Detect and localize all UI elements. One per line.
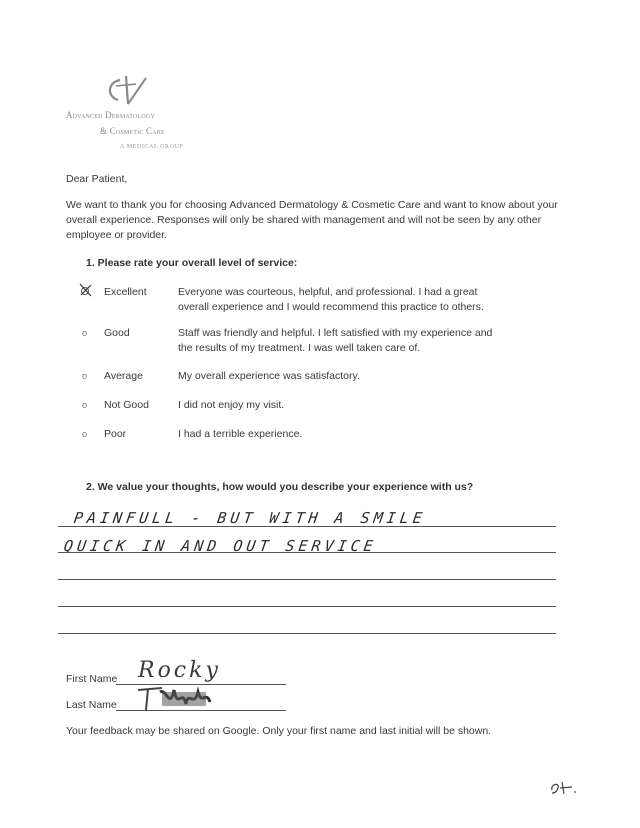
- intro-paragraph: We want to thank you for choosing Advanced Dermatology & Cosmetic Care and want to know about your overall experience. Responses will only be shared with management and will not be seen by any other employee or provider.: [66, 199, 558, 241]
- answer-rule[interactable]: [58, 552, 556, 553]
- option-description: I did not enjoy my visit.: [178, 399, 285, 411]
- option-description: Staff was friendly and helpful. I left satisfied with my experience and the results of my treatment. I was well taken care of.: [178, 327, 493, 354]
- practice-logo: [66, 74, 206, 158]
- option-label: Average: [104, 370, 143, 382]
- option-description: My overall experience was satisfactory.: [178, 370, 360, 382]
- handwritten-initials: [548, 778, 578, 798]
- salutation: Dear Patient,: [66, 173, 128, 185]
- answer-rule[interactable]: [58, 579, 556, 580]
- answer-rule[interactable]: [58, 606, 556, 607]
- answer-line-2: QUICK IN AND OUT SERVICE: [62, 537, 379, 555]
- logo-line-2: & Cosmetic Care: [100, 126, 165, 136]
- option-description: I had a terrible experience.: [178, 428, 303, 440]
- radio-bullet[interactable]: o: [82, 371, 88, 381]
- last-name-label: Last Name: [66, 699, 117, 711]
- option-label: Excellent: [104, 286, 147, 298]
- first-name-value: Rocky: [138, 658, 221, 683]
- radio-bullet[interactable]: o: [82, 328, 88, 338]
- checked-mark-icon: [78, 282, 94, 298]
- first-name-label: First Name: [66, 673, 118, 685]
- question-2-title: 2. We value your thoughts, how would you describe your experience with us?: [86, 481, 474, 493]
- option-label: Not Good: [104, 399, 149, 411]
- answer-line-1: PAINFULL - BUT WITH A SMILE: [72, 509, 428, 527]
- option-label: Poor: [104, 428, 127, 440]
- radio-bullet[interactable]: o: [82, 400, 88, 410]
- logo-line-3: A MEDICAL GROUP: [120, 144, 184, 150]
- logo-mark-icon: [102, 74, 162, 108]
- option-label: Good: [104, 327, 130, 339]
- option-description: Everyone was courteous, helpful, and professional. I had a great overall experience and I would recommend this practice to others.: [178, 286, 484, 313]
- answer-rule[interactable]: [58, 526, 556, 527]
- logo-line-1: Advanced Dermatology: [66, 110, 156, 120]
- answer-rule[interactable]: [58, 633, 556, 634]
- last-name-field[interactable]: [116, 710, 286, 711]
- question-1-title: 1. Please rate your overall level of service:: [86, 257, 298, 269]
- privacy-footer: Your feedback may be shared on Google. Only your first name and last initial will be shown.: [66, 725, 492, 737]
- last-name-redacted: [136, 684, 216, 712]
- radio-bullet[interactable]: o: [82, 429, 88, 439]
